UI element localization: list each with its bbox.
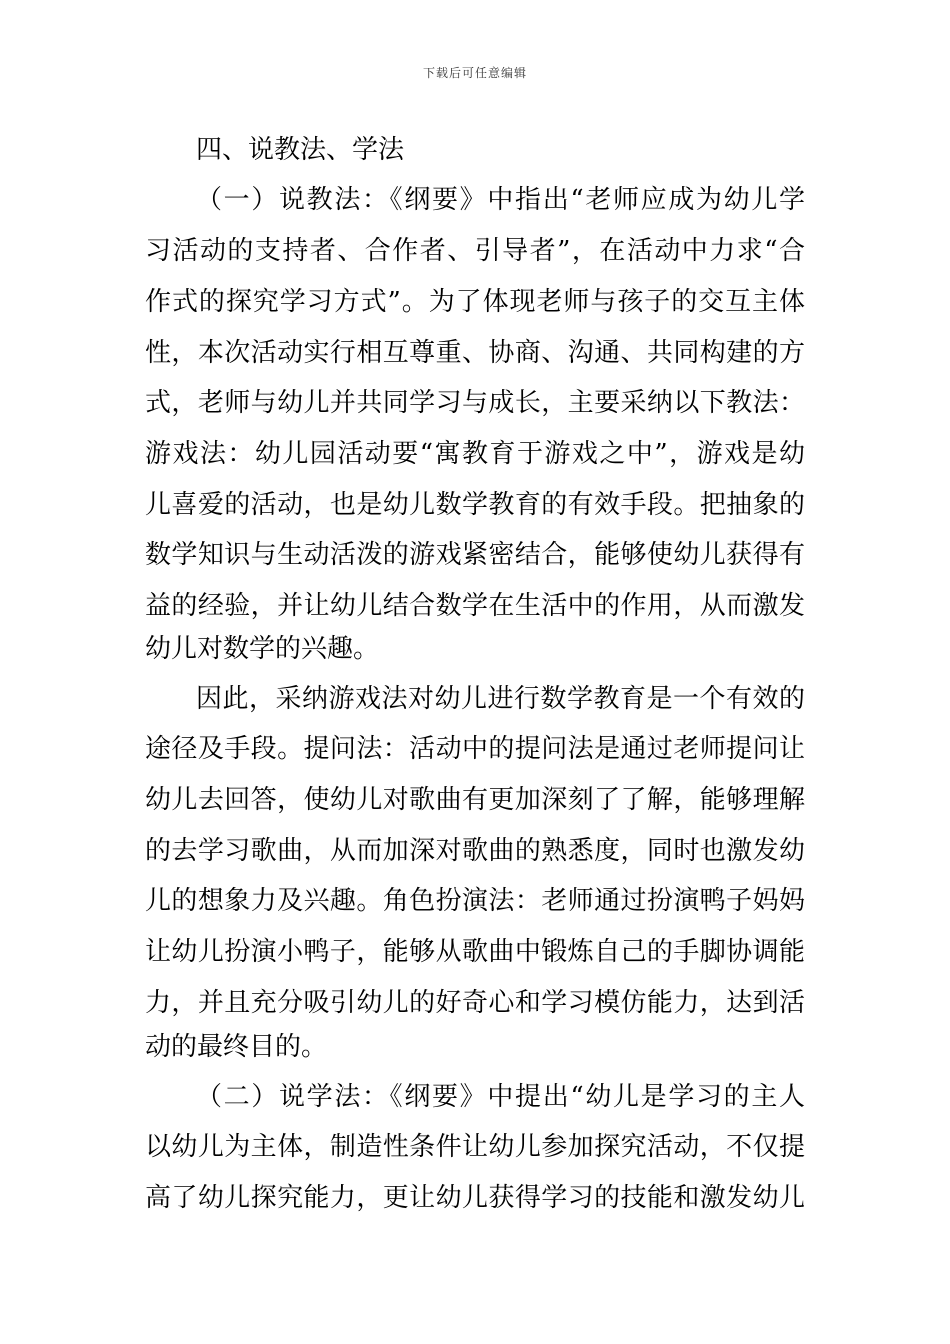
paragraph-line: （二）说学法：《纲要》中提出“幼儿是学习的主人 xyxy=(196,1082,805,1112)
paragraph-line: 幼儿对数学的兴趣。 xyxy=(145,634,380,664)
paragraph-line: 式，老师与幼儿并共同学习与成长，主要采纳以下教法： xyxy=(145,388,805,418)
paragraph-line: 性，本次活动实行相互尊重、协商、沟通、共同构建的方 xyxy=(145,338,805,368)
paragraph-line: 力，并且充分吸引幼儿的好奇心和学习模仿能力，达到活 xyxy=(145,988,805,1018)
paragraph-line: 高了幼儿探究能力，更让幼儿获得学习的技能和激发幼儿 xyxy=(145,1183,805,1213)
paragraph-line: 游戏法：幼儿园活动要“寓教育于游戏之中”，游戏是幼 xyxy=(145,439,805,469)
paragraph-line: 因此，采纳游戏法对幼儿进行数学教育是一个有效的 xyxy=(196,684,805,714)
paragraph-line: 幼儿去回答，使幼儿对歌曲有更加深刻了了解，能够理解 xyxy=(145,785,805,815)
page-header: 下载后可任意编辑 xyxy=(422,66,527,80)
paragraph-line: 动的最终目的。 xyxy=(145,1032,328,1062)
section-heading: 四、说教法、学法 xyxy=(196,135,405,165)
paragraph-line: 让幼儿扮演小鸭子，能够从歌曲中锻炼自己的手脚协调能 xyxy=(145,937,805,967)
paragraph-line: （一）说教法：《纲要》中指出“老师应成为幼儿学 xyxy=(196,185,805,215)
paragraph-line: 的去学习歌曲，从而加深对歌曲的熟悉度，同时也激发幼 xyxy=(145,836,805,866)
paragraph-line: 数学知识与生动活泼的游戏紧密结合，能够使幼儿获得有 xyxy=(145,540,805,570)
paragraph-line: 作式的探究学习方式”。为了体现老师与孩子的交互主体 xyxy=(145,287,805,317)
paragraph-line: 以幼儿为主体，制造性条件让幼儿参加探究活动，不仅提 xyxy=(145,1132,805,1162)
paragraph-line: 儿喜爱的活动，也是幼儿数学教育的有效手段。把抽象的 xyxy=(145,490,805,520)
paragraph-line: 益的经验，并让幼儿结合数学在生活中的作用，从而激发 xyxy=(145,591,805,621)
paragraph-line: 习活动的支持者、合作者、引导者”，在活动中力求“合 xyxy=(145,236,805,266)
paragraph-line: 途径及手段。提问法：活动中的提问法是通过老师提问让 xyxy=(145,734,805,764)
paragraph-line: 儿的想象力及兴趣。角色扮演法：老师通过扮演鸭子妈妈 xyxy=(145,886,805,916)
